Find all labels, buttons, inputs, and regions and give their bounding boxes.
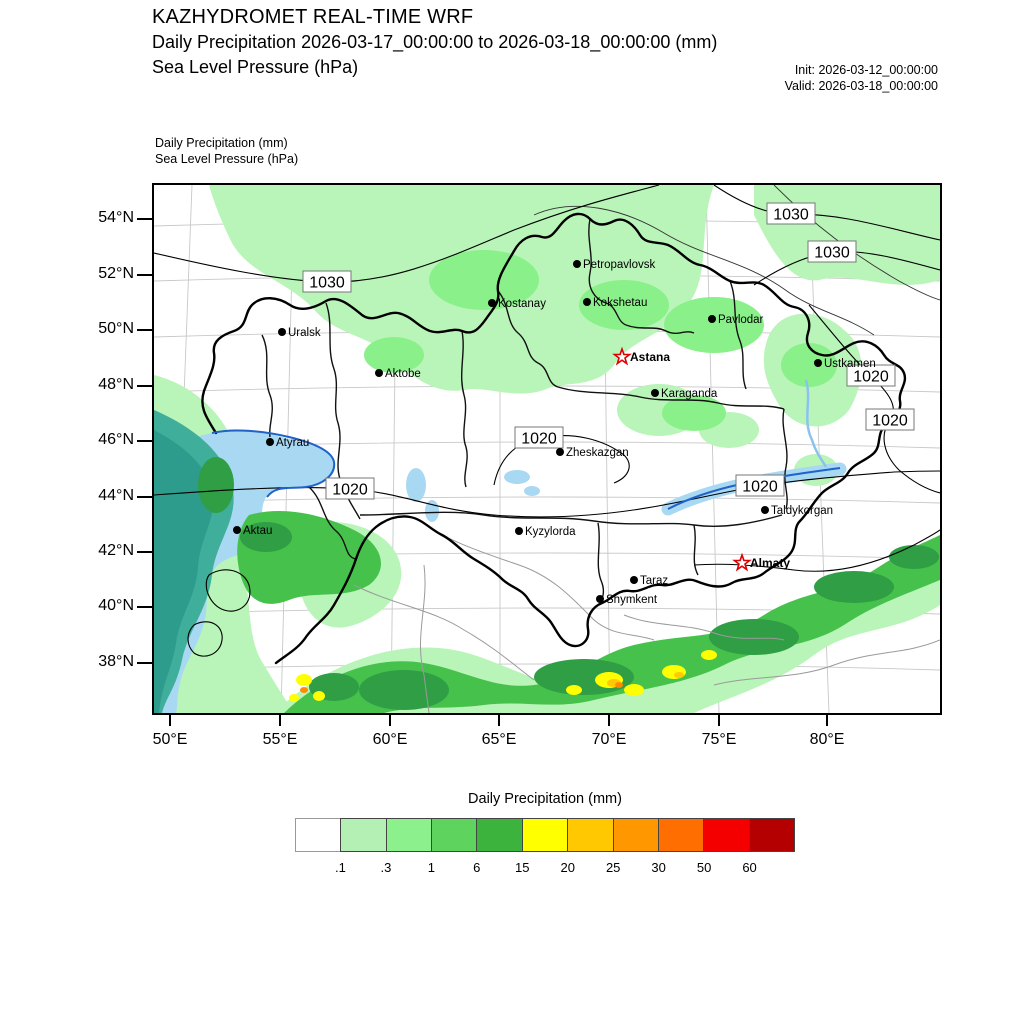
run-times — [640, 62, 938, 94]
lon-label: 80°E — [809, 731, 845, 748]
lat-tick — [137, 385, 152, 387]
svg-text:Aktobe: Aktobe — [385, 368, 421, 380]
colorbar-labels — [295, 860, 795, 878]
legend-line-pressure: Sea Level Pressure (hPa) — [155, 152, 299, 166]
colorbar-tick: 1 — [427, 860, 435, 875]
page-title: KAZHYDROMET REAL-TIME WRF — [152, 6, 474, 28]
lat-label: 44°N — [98, 487, 134, 504]
city-kyzylorda — [515, 526, 576, 538]
lon-label: 60°E — [372, 731, 408, 748]
colorbar-tick: 20 — [560, 860, 575, 875]
city-kokshetau — [583, 297, 647, 309]
svg-text:Atyrau: Atyrau — [276, 437, 310, 449]
city-uralsk — [278, 327, 321, 339]
svg-text:Taraz: Taraz — [640, 575, 669, 587]
lat-tick — [137, 218, 152, 220]
colorbar-title: Daily Precipitation (mm) — [468, 791, 622, 807]
map-svg — [154, 185, 940, 713]
colorbar-tick: 50 — [696, 860, 712, 875]
svg-text:Kyzylorda: Kyzylorda — [525, 526, 576, 538]
colorbar — [295, 818, 795, 852]
lat-label: 50°N — [98, 320, 134, 337]
svg-text:Petropavlovsk: Petropavlovsk — [583, 259, 656, 271]
lon-label: 70°E — [591, 731, 627, 748]
lat-tick — [137, 329, 152, 331]
colorbar-cell — [567, 818, 613, 852]
svg-text:Pavlodar: Pavlodar — [718, 314, 764, 326]
colorbar-cell — [522, 818, 568, 852]
colorbar-tick: 6 — [473, 860, 481, 875]
pressure-label: 1030 — [773, 206, 809, 224]
pressure-label: 1030 — [814, 244, 850, 262]
city-taldykorgan — [761, 505, 833, 517]
city-astana — [614, 349, 670, 364]
lat-label: 46°N — [98, 431, 134, 448]
colorbar-tick: 25 — [605, 860, 621, 875]
lat-label: 40°N — [98, 597, 134, 614]
colorbar-cell — [613, 818, 659, 852]
colorbar-tick: 15 — [515, 860, 530, 875]
map-canvas — [152, 183, 942, 715]
lat-label: 54°N — [98, 209, 134, 226]
pressure-label: 1020 — [853, 368, 889, 386]
colorbar-cell — [703, 818, 749, 852]
lon-label: 50°E — [152, 731, 188, 748]
svg-text:Zheskazgan: Zheskazgan — [566, 447, 629, 459]
city-karaganda — [651, 388, 718, 400]
subtitle-precip: Daily Precipitation 2026-03-17_00:00:00 to 2026-03-18_00:00:00 (mm) — [152, 32, 718, 52]
pressure-label: 1020 — [872, 412, 908, 430]
svg-text:Almaty: Almaty — [750, 556, 791, 570]
city-taraz — [630, 575, 668, 587]
colorbar-cell — [749, 818, 795, 852]
map-variable-legend — [155, 135, 298, 167]
city-zheskazgan — [556, 447, 629, 459]
lat-tick — [137, 606, 152, 608]
colorbar-cell — [295, 818, 341, 852]
svg-text:Shymkent: Shymkent — [606, 594, 658, 606]
subtitle-pressure: Sea Level Pressure (hPa) — [152, 57, 359, 77]
pressure-label: 1030 — [309, 274, 345, 292]
city-almaty — [734, 555, 790, 570]
lat-label: 42°N — [98, 542, 134, 559]
lat-tick — [137, 662, 152, 664]
colorbar-tick: 60 — [742, 860, 757, 875]
svg-text:Aktau: Aktau — [243, 525, 273, 537]
colorbar-cell — [340, 818, 386, 852]
colorbar-cell — [658, 818, 704, 852]
colorbar-tick: .3 — [380, 860, 392, 875]
city-ustkamen — [814, 358, 876, 370]
city-shymkent — [596, 594, 658, 606]
colorbar-cell — [431, 818, 477, 852]
svg-text:Ustkamen: Ustkamen — [824, 358, 876, 370]
svg-text:Kostanay: Kostanay — [498, 298, 546, 310]
colorbar-tick: 30 — [651, 860, 666, 875]
svg-text:Kokshetau: Kokshetau — [593, 297, 648, 309]
lat-tick — [137, 440, 152, 442]
colorbar-cell — [386, 818, 432, 852]
colorbar-cell — [476, 818, 522, 852]
lat-tick — [137, 496, 152, 498]
svg-text:Astana: Astana — [630, 350, 671, 364]
lat-tick — [137, 551, 152, 553]
city-petropavlovsk — [573, 259, 655, 271]
capital-star-icon — [734, 555, 749, 570]
svg-text:Karaganda: Karaganda — [661, 388, 718, 400]
pressure-label: 1020 — [742, 478, 778, 496]
pressure-label: 1020 — [332, 481, 368, 499]
aral-sea — [406, 468, 426, 502]
lat-label: 52°N — [98, 265, 134, 282]
lon-label: 75°E — [701, 731, 737, 748]
init-time: Init: 2026-03-12_00:00:00 — [794, 63, 938, 77]
pressure-label: 1020 — [521, 430, 557, 448]
lat-label: 38°N — [98, 653, 134, 670]
valid-time: Valid: 2026-03-18_00:00:00 — [784, 79, 938, 93]
lat-label: 48°N — [98, 376, 134, 393]
lat-tick — [137, 274, 152, 276]
svg-text:Taldykorgan: Taldykorgan — [771, 505, 834, 517]
lon-label: 65°E — [481, 731, 517, 748]
svg-text:Uralsk: Uralsk — [288, 327, 321, 339]
colorbar-tick: .1 — [335, 860, 346, 875]
lon-label: 55°E — [262, 731, 298, 748]
legend-line-precip: Daily Precipitation (mm) — [155, 136, 288, 150]
